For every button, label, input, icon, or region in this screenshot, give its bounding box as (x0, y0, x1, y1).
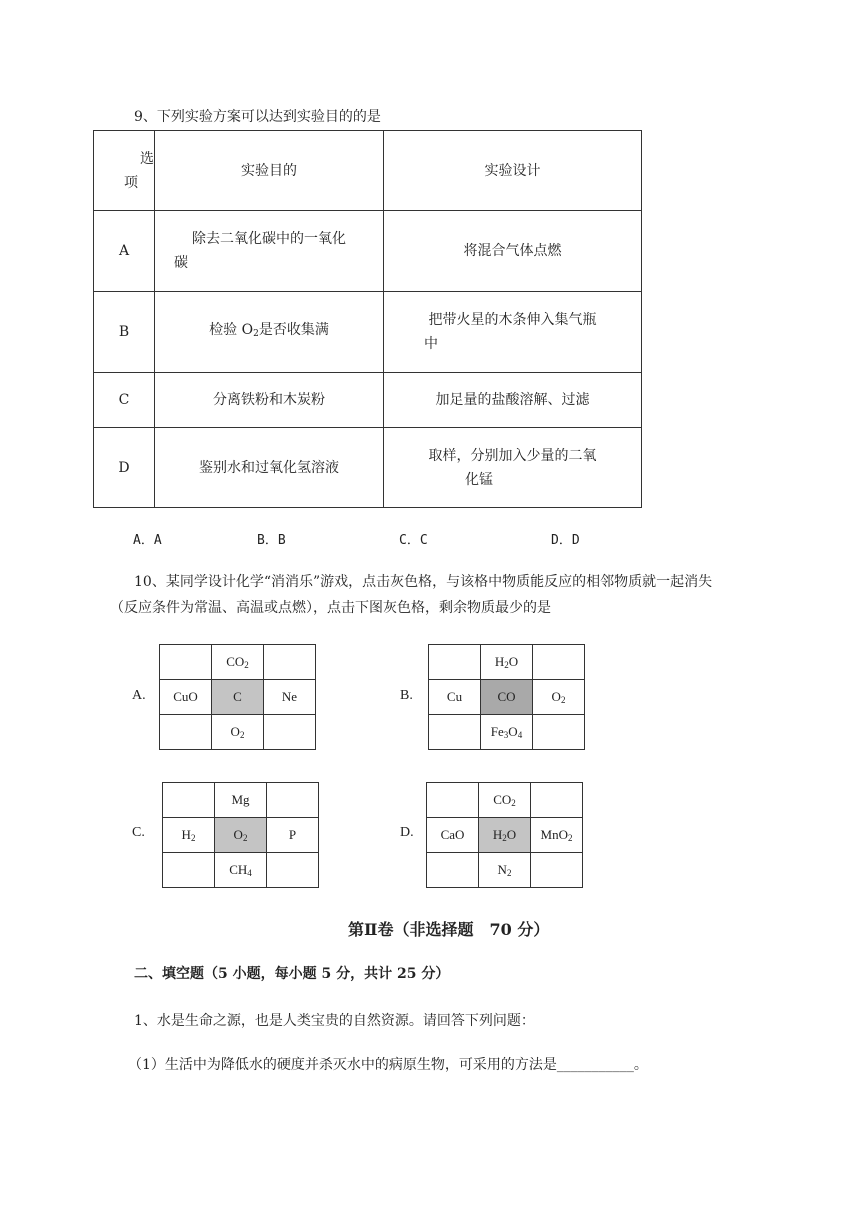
q9-table (93, 130, 642, 508)
grid-cell (427, 853, 479, 888)
grid-c-bottom: $CH_4$ (215, 853, 267, 888)
grid-a-center[interactable]: C (212, 680, 264, 715)
grid-cell (429, 715, 481, 750)
part2-title: 第Ⅱ卷（非选择题 70 分） (348, 920, 550, 939)
table-row (94, 211, 642, 292)
grid-b-center[interactable]: CO (481, 680, 533, 715)
grid-c-center[interactable]: $O_2$ (215, 818, 267, 853)
grid-cell (160, 645, 212, 680)
grid-b-left: Cu (429, 680, 481, 715)
table-row (94, 373, 642, 428)
grid-cell (160, 715, 212, 750)
row-purpose: 分离铁粉和木炭粉 (155, 373, 384, 428)
row-option: D (94, 428, 155, 508)
grid-a-label: A. (132, 688, 146, 703)
grid-cell (267, 783, 319, 818)
header-option: 选 项 (94, 131, 155, 211)
grid-c (162, 782, 319, 888)
grid-c-top: Mg (215, 783, 267, 818)
grid-a (159, 644, 316, 750)
grid-cell (533, 645, 585, 680)
grid-a-right: Ne (264, 680, 316, 715)
q1-stem: 1、水是生命之源，也是人类宝贵的自然资源。请回答下列问题： (134, 1013, 535, 1029)
row-option: C (94, 373, 155, 428)
grid-cell (531, 783, 583, 818)
grid-b (428, 644, 585, 750)
grid-d-left: CaO (427, 818, 479, 853)
q1-sub1: （1）生活中为降低水的硬度并杀灭水中的病原生物，可采用的方法是___________。 (128, 1057, 648, 1073)
row-purpose: 鉴别水和过氧化氢溶液 (155, 428, 384, 508)
row-design: 将混合气体点燃 (384, 211, 642, 292)
table-row (94, 292, 642, 373)
grid-cell (429, 645, 481, 680)
header-design: 实验设计 (384, 131, 642, 211)
grid-b-label: B. (400, 688, 413, 703)
grid-d-top: $CO_2$ (479, 783, 531, 818)
q9-choice-b[interactable]: B．B (257, 533, 286, 548)
row-design: 加足量的盐酸溶解、过滤 (384, 373, 642, 428)
q10-stem-line1: 10、某同学设计化学“消消乐”游戏，点击灰色格，与该格中物质能反应的相邻物质就一起消失 (134, 574, 713, 590)
grid-d (426, 782, 583, 888)
grid-c-left: $H_2$ (163, 818, 215, 853)
q9-choice-c[interactable]: C．C (399, 533, 428, 548)
table-row (94, 131, 642, 211)
row-purpose: 检验 $O_2$是否收集满 (155, 292, 384, 373)
grid-d-label: D. (400, 825, 414, 840)
grid-cell (533, 715, 585, 750)
row-option: A (94, 211, 155, 292)
grid-c-right: P (267, 818, 319, 853)
q9-stem: 9、下列实验方案可以达到实验目的的是 (134, 109, 381, 125)
header-purpose: 实验目的 (155, 131, 384, 211)
grid-cell (267, 853, 319, 888)
grid-d-right: MnO$_2$ (531, 818, 583, 853)
grid-a-left: CuO (160, 680, 212, 715)
table-row (94, 428, 642, 508)
grid-b-right: $O_2$ (533, 680, 585, 715)
row-design: 取样，分别加入少量的二氧 化锰 (384, 428, 642, 508)
grid-cell (531, 853, 583, 888)
grid-cell (163, 853, 215, 888)
section-heading: 二、填空题（5 小题，每小题 5 分，共计 25 分） (134, 966, 450, 982)
grid-a-top: $CO_2$ (212, 645, 264, 680)
grid-b-top: $H_2O$ (481, 645, 533, 680)
grid-d-center[interactable]: $H_2O$ (479, 818, 531, 853)
row-option: B (94, 292, 155, 373)
grid-cell (264, 645, 316, 680)
q10-stem-line2: （反应条件为常温、高温或点燃），点击下图灰色格，剩余物质最少的是 (110, 600, 551, 616)
grid-cell (264, 715, 316, 750)
grid-c-label: C. (132, 825, 145, 840)
q9-choice-a[interactable]: A．A (133, 533, 162, 548)
grid-d-bottom: $N_2$ (479, 853, 531, 888)
grid-cell (427, 783, 479, 818)
row-purpose: 除去二氧化碳中的一氧化 碳 (155, 211, 384, 292)
q9-choice-d[interactable]: D．D (551, 533, 580, 548)
row-design: 把带火星的木条伸入集气瓶 中 (384, 292, 642, 373)
grid-a-bottom: $O_2$ (212, 715, 264, 750)
grid-b-bottom: $Fe_3O_4$ (481, 715, 533, 750)
grid-cell (163, 783, 215, 818)
